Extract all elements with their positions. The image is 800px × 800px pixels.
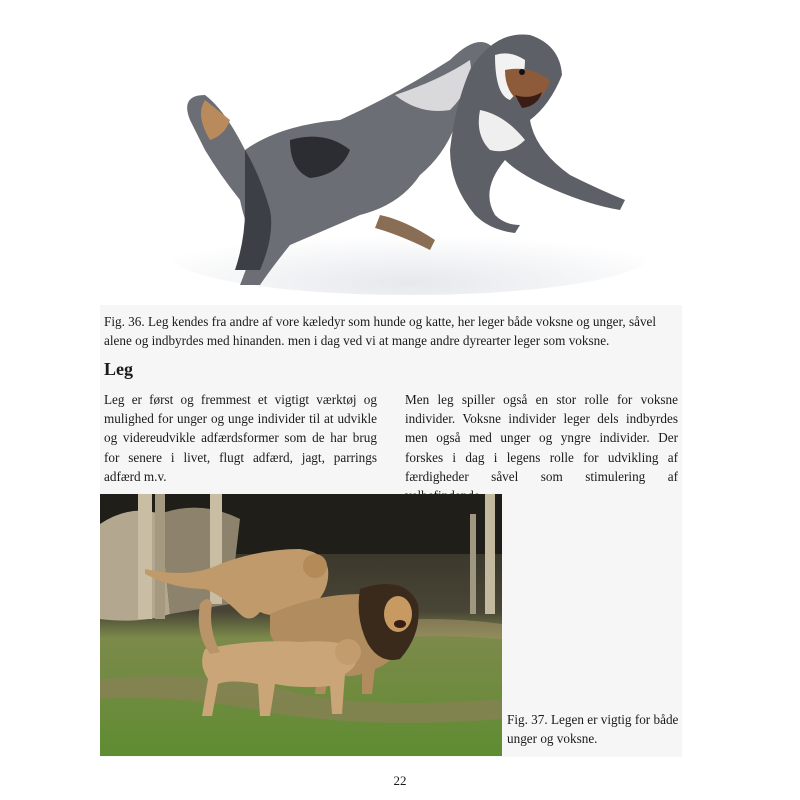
paragraph-right: Men leg spiller også en stor rolle for voksne individer. Voksne individer leger dels indbyrdes men også med unger og yngre individer. Der forskes i dag i legens rolle for udvikling af færdigheder såvel som stimulering af — [405, 392, 678, 484]
paragraph-left: Leg er først og fremmest et vigtigt værktøj og mulighed for unger og unge individer til at udvikle og videreudvikle adfærdsformer som de har brug for senere i livet, flugt adfærd, jagt, parrings adfærd m.v. — [104, 392, 377, 484]
section-heading: Leg — [104, 359, 133, 379]
figure-37-caption: Fig. 37. Legen er vigtig for både unger og voksne. — [507, 712, 679, 746]
dog-right — [450, 34, 625, 233]
photo-playing-dogs — [150, 0, 670, 300]
page-number: 22 — [393, 773, 407, 788]
photo-playing-lions — [100, 494, 502, 756]
figure-36-caption: Fig. 36. Leg kendes fra andre af vore kæledyr som hunde og katte, her leger både voksne og unger, såvel alene og indbyrdes med hinanden. men i dag ved vi at mange andre dyrearter leger som voksne. — [104, 314, 657, 348]
